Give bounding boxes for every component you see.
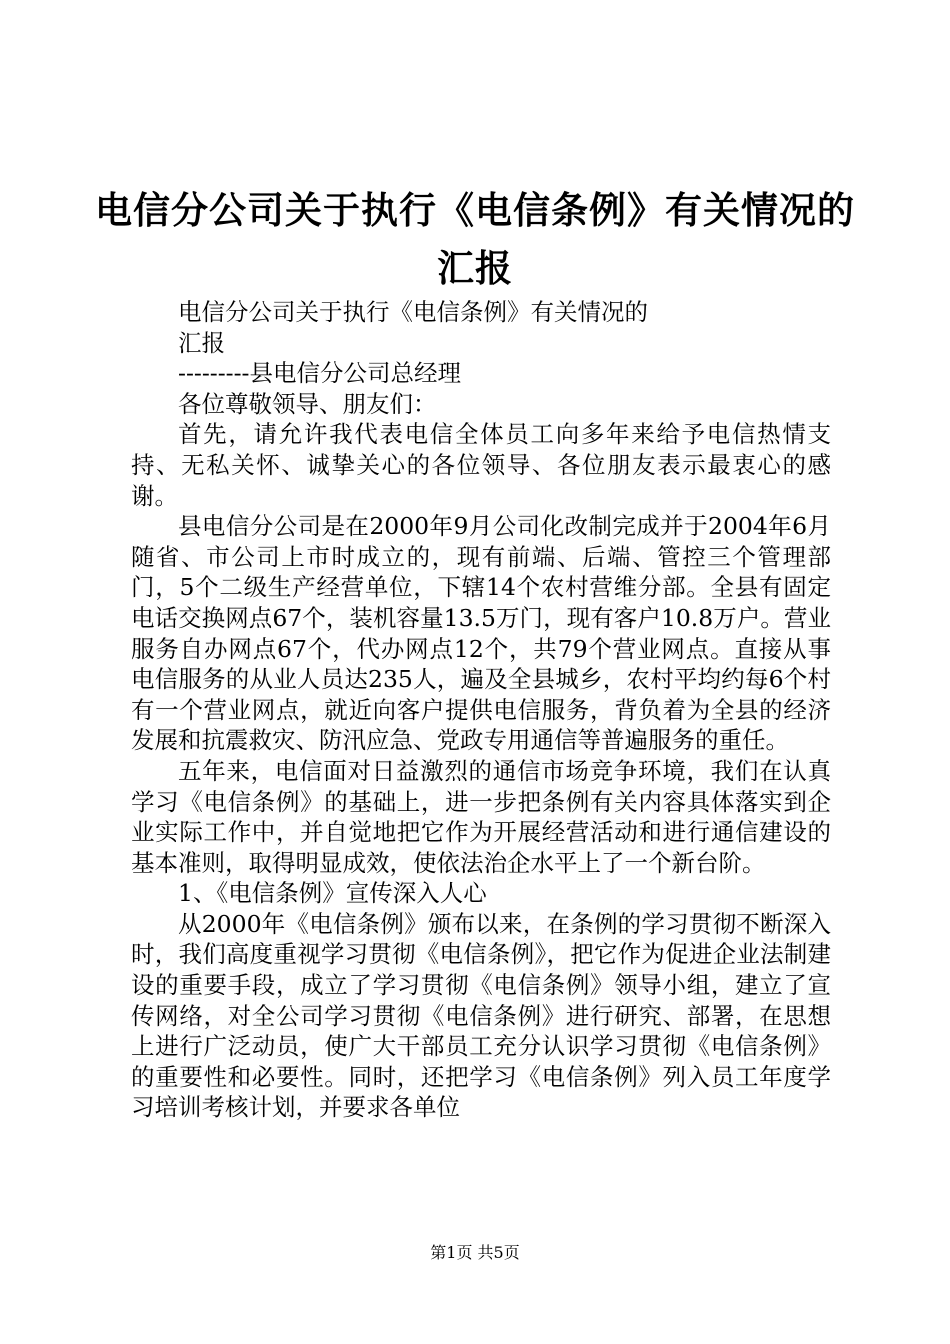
- paragraph-company-overview: 县电信分公司是在2000年9月公司化改制完成并于2004年6月随省、市公司上市时成立的，现有前端、后端、管控三个管理部门，5个二级生产经营单位，下辖14个农村营维分部。全县有固定电话交换网点67个，装机容量13.5万门，现有客户10.8万户。营业服务自办网点67个，代办网点12个，共79个营业网点。直接从事电信服务的从业人员达235人，遍及全县城乡，农村平均约每6个村有一个营业网点，就近向客户提供电信服务，背负着为全县的经济发展和抗震救灾、防汛应急、党政专用通信等普遍服务的重任。: [131, 512, 831, 755]
- author-line: ---------县电信分公司总经理: [178, 359, 461, 388]
- section-heading: 1、《电信条例》宣传深入人心: [178, 879, 487, 908]
- paragraph-five-years: 五年来，电信面对日益激烈的通信市场竞争环境，我们在认真学习《电信条例》的基础上，进一步把条例有关内容具体落实到企业实际工作中，并自觉地把它作为开展经营活动和进行通信建设的基本准则，取得明显成效，使依法治企水平上了一个新台阶。: [131, 756, 831, 877]
- salutation: 各位尊敬领导、朋友们：: [178, 389, 437, 418]
- subtitle-line-2: 汇报: [178, 328, 225, 357]
- document-title-line-1: 电信分公司关于执行《电信条例》有关情况的: [95, 189, 855, 232]
- document-body: [131, 297, 831, 1123]
- page-footer: 第1页 共5页: [430, 1243, 520, 1262]
- section-paragraph: 从2000年《电信条例》颁布以来，在条例的学习贯彻不断深入时，我们高度重视学习贯彻《电信条例》，把它作为促进企业法制建设的重要手段，成立了学习贯彻《电信条例》领导小组，建立了宣传网络，对全公司学习贯彻《电信条例》进行研究、部署，在思想上进行广泛动员，使广大干部员工充分认识学习贯彻《电信条例》的重要性和必要性。同时，还把学习《电信条例》列入员工年度学习培训考核计划，并要求各单位: [131, 909, 831, 1122]
- subtitle-line-1: 电信分公司关于执行《电信条例》有关情况的: [178, 298, 648, 326]
- document-title-line-2: 汇报: [437, 247, 513, 290]
- paragraph-thanks: 首先，请允许我代表电信全体员工向多年来给予电信热情支持、无私关怀、诚挚关心的各位领导、各位朋友表示最衷心的感谢。: [131, 420, 831, 510]
